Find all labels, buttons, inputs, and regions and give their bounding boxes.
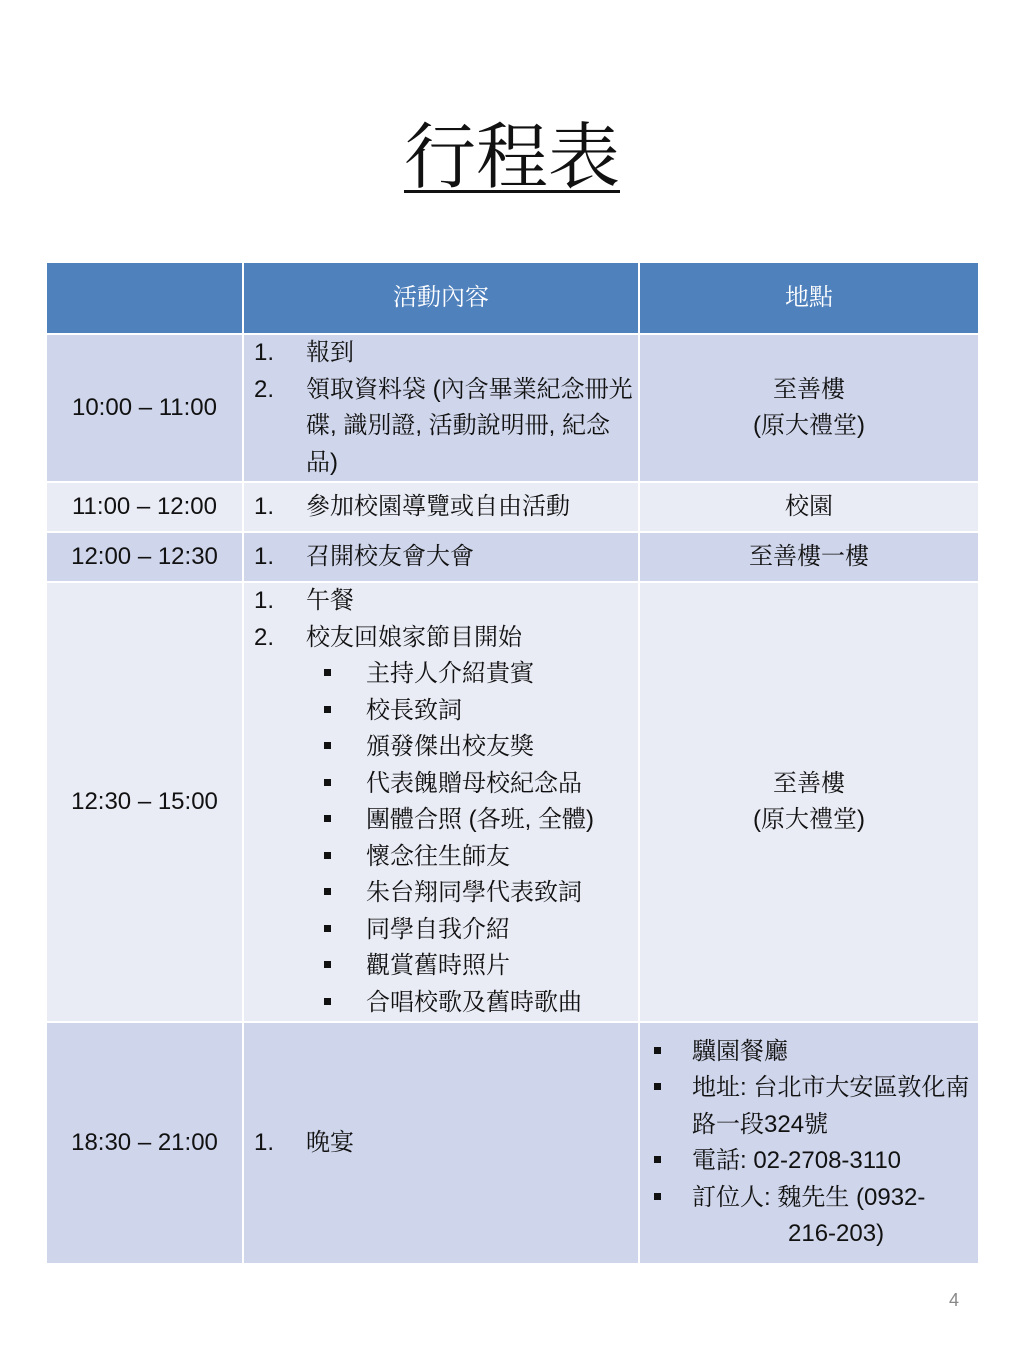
- item-number: 2.: [254, 375, 275, 403]
- venue-item: [640, 1070, 978, 1143]
- item-number: 1.: [254, 1128, 275, 1156]
- program-sublist: [244, 656, 638, 1021]
- table-row: [46, 1022, 979, 1264]
- list-item: [244, 372, 638, 482]
- item-number: 2.: [254, 623, 275, 651]
- square-bullet-icon: [324, 925, 331, 932]
- time-cell: 12:00 – 12:30: [46, 532, 243, 582]
- sublist-item: [244, 802, 638, 839]
- time-cell: 11:00 – 12:00: [46, 482, 243, 532]
- sublist-item: [244, 656, 638, 693]
- place-line: 校園: [785, 492, 833, 520]
- sublist-item-text: 朱台翔同學代表致詞: [366, 879, 582, 906]
- sublist-item: [244, 912, 638, 949]
- venue-list: [640, 1034, 978, 1253]
- sublist-item: [244, 948, 638, 985]
- item-text: 午餐: [306, 587, 354, 614]
- item-number: 1.: [254, 339, 275, 366]
- header-activity: 活動內容: [243, 262, 639, 334]
- square-bullet-icon: [324, 961, 331, 968]
- schedule-table: [45, 261, 980, 1265]
- sublist-item-text: 團體合照 (各班, 全體): [366, 806, 594, 833]
- table-row: [46, 532, 979, 582]
- place-cell: [639, 582, 979, 1022]
- venue-item: [640, 1143, 978, 1180]
- place-cell: [639, 482, 979, 532]
- list-item: [244, 335, 638, 372]
- square-bullet-icon: [654, 1047, 661, 1054]
- place-line: 至善樓: [773, 375, 845, 403]
- place-line: (原大禮堂): [753, 412, 865, 439]
- square-bullet-icon: [324, 815, 331, 822]
- table-row: [46, 482, 979, 532]
- activity-cell: [243, 482, 639, 532]
- page-title-text: 行程表: [403, 115, 620, 199]
- square-bullet-icon: [654, 1156, 661, 1163]
- sublist-item: [244, 693, 638, 730]
- table-header-row: [46, 262, 979, 334]
- item-number: 1.: [254, 587, 275, 614]
- item-text: 報到: [306, 339, 354, 366]
- activity-cell: [243, 532, 639, 582]
- activity-list: [244, 539, 638, 576]
- sublist-item-text: 同學自我介紹: [366, 915, 510, 943]
- sublist-item-text: 校長致詞: [366, 696, 462, 724]
- header-time: [46, 262, 243, 334]
- square-bullet-icon: [654, 1193, 661, 1200]
- place-cell: [639, 532, 979, 582]
- sublist-item: [244, 766, 638, 803]
- sublist-item: [244, 729, 638, 766]
- activity-list: [244, 1125, 638, 1162]
- square-bullet-icon: [324, 852, 331, 859]
- square-bullet-icon: [324, 779, 331, 786]
- venue-name: 驥園餐廳: [692, 1037, 788, 1065]
- item-text: 召開校友會大會: [306, 542, 474, 570]
- venue-cell: [639, 1022, 979, 1264]
- item-text: 參加校園導覽或自由活動: [306, 492, 570, 520]
- sublist-item: [244, 985, 638, 1022]
- activity-cell: [243, 334, 639, 482]
- table-row: [46, 582, 979, 1022]
- sublist-item-text: 合唱校歌及舊時歌曲: [366, 988, 582, 1016]
- sublist-item-text: 觀賞舊時照片: [366, 952, 510, 979]
- page-number: 4: [948, 1290, 959, 1310]
- square-bullet-icon: [324, 888, 331, 895]
- sublist-item: [244, 875, 638, 912]
- venue-address: 地址: 台北市大安區敦化南路一段324號: [692, 1074, 970, 1138]
- activity-list: [244, 335, 638, 481]
- square-bullet-icon: [324, 706, 331, 713]
- activity-cell: [243, 582, 639, 1022]
- sublist-item: [244, 839, 638, 876]
- list-item: [244, 539, 638, 576]
- activity-list: [244, 583, 638, 656]
- list-item: [244, 489, 638, 526]
- sublist-item-text: 代表餽贈母校紀念品: [366, 769, 582, 797]
- sublist-item-text: 主持人介紹貴賓: [366, 660, 534, 687]
- page-title: [0, 112, 1024, 202]
- venue-booker-tail: 216-203): [788, 1220, 885, 1247]
- item-number: 1.: [254, 492, 275, 520]
- venue-item: [640, 1180, 978, 1253]
- place-line: 至善樓: [773, 769, 845, 797]
- square-bullet-icon: [654, 1083, 661, 1090]
- place-line: (原大禮堂): [753, 806, 865, 833]
- list-item: [244, 1125, 638, 1162]
- place-line: 至善樓一樓: [749, 542, 869, 570]
- sublist-item-text: 頒發傑出校友獎: [366, 733, 534, 760]
- table-row: [46, 334, 979, 482]
- venue-item: [640, 1034, 978, 1071]
- item-number: 1.: [254, 542, 275, 570]
- list-item: [244, 620, 638, 657]
- time-cell: 18:30 – 21:00: [46, 1022, 243, 1264]
- item-text: 晚宴: [306, 1128, 354, 1156]
- sublist-item-text: 懷念往生師友: [366, 842, 510, 870]
- item-text: 領取資料袋 (內含畢業紀念冊光碟, 識別證, 活動說明冊, 紀念品): [306, 375, 633, 476]
- square-bullet-icon: [324, 998, 331, 1005]
- time-cell: 12:30 – 15:00: [46, 582, 243, 1022]
- item-text: 校友回娘家節目開始: [306, 623, 522, 651]
- list-item: [244, 583, 638, 620]
- activity-cell: [243, 1022, 639, 1264]
- venue-booker: 訂位人: 魏先生 (0932-: [692, 1183, 926, 1211]
- square-bullet-icon: [324, 742, 331, 749]
- square-bullet-icon: [324, 669, 331, 676]
- header-place: 地點: [639, 262, 979, 334]
- place-cell: [639, 334, 979, 482]
- time-cell: 10:00 – 11:00: [46, 334, 243, 482]
- venue-phone: 電話: 02-2708-3110: [692, 1147, 902, 1174]
- activity-list: [244, 489, 638, 526]
